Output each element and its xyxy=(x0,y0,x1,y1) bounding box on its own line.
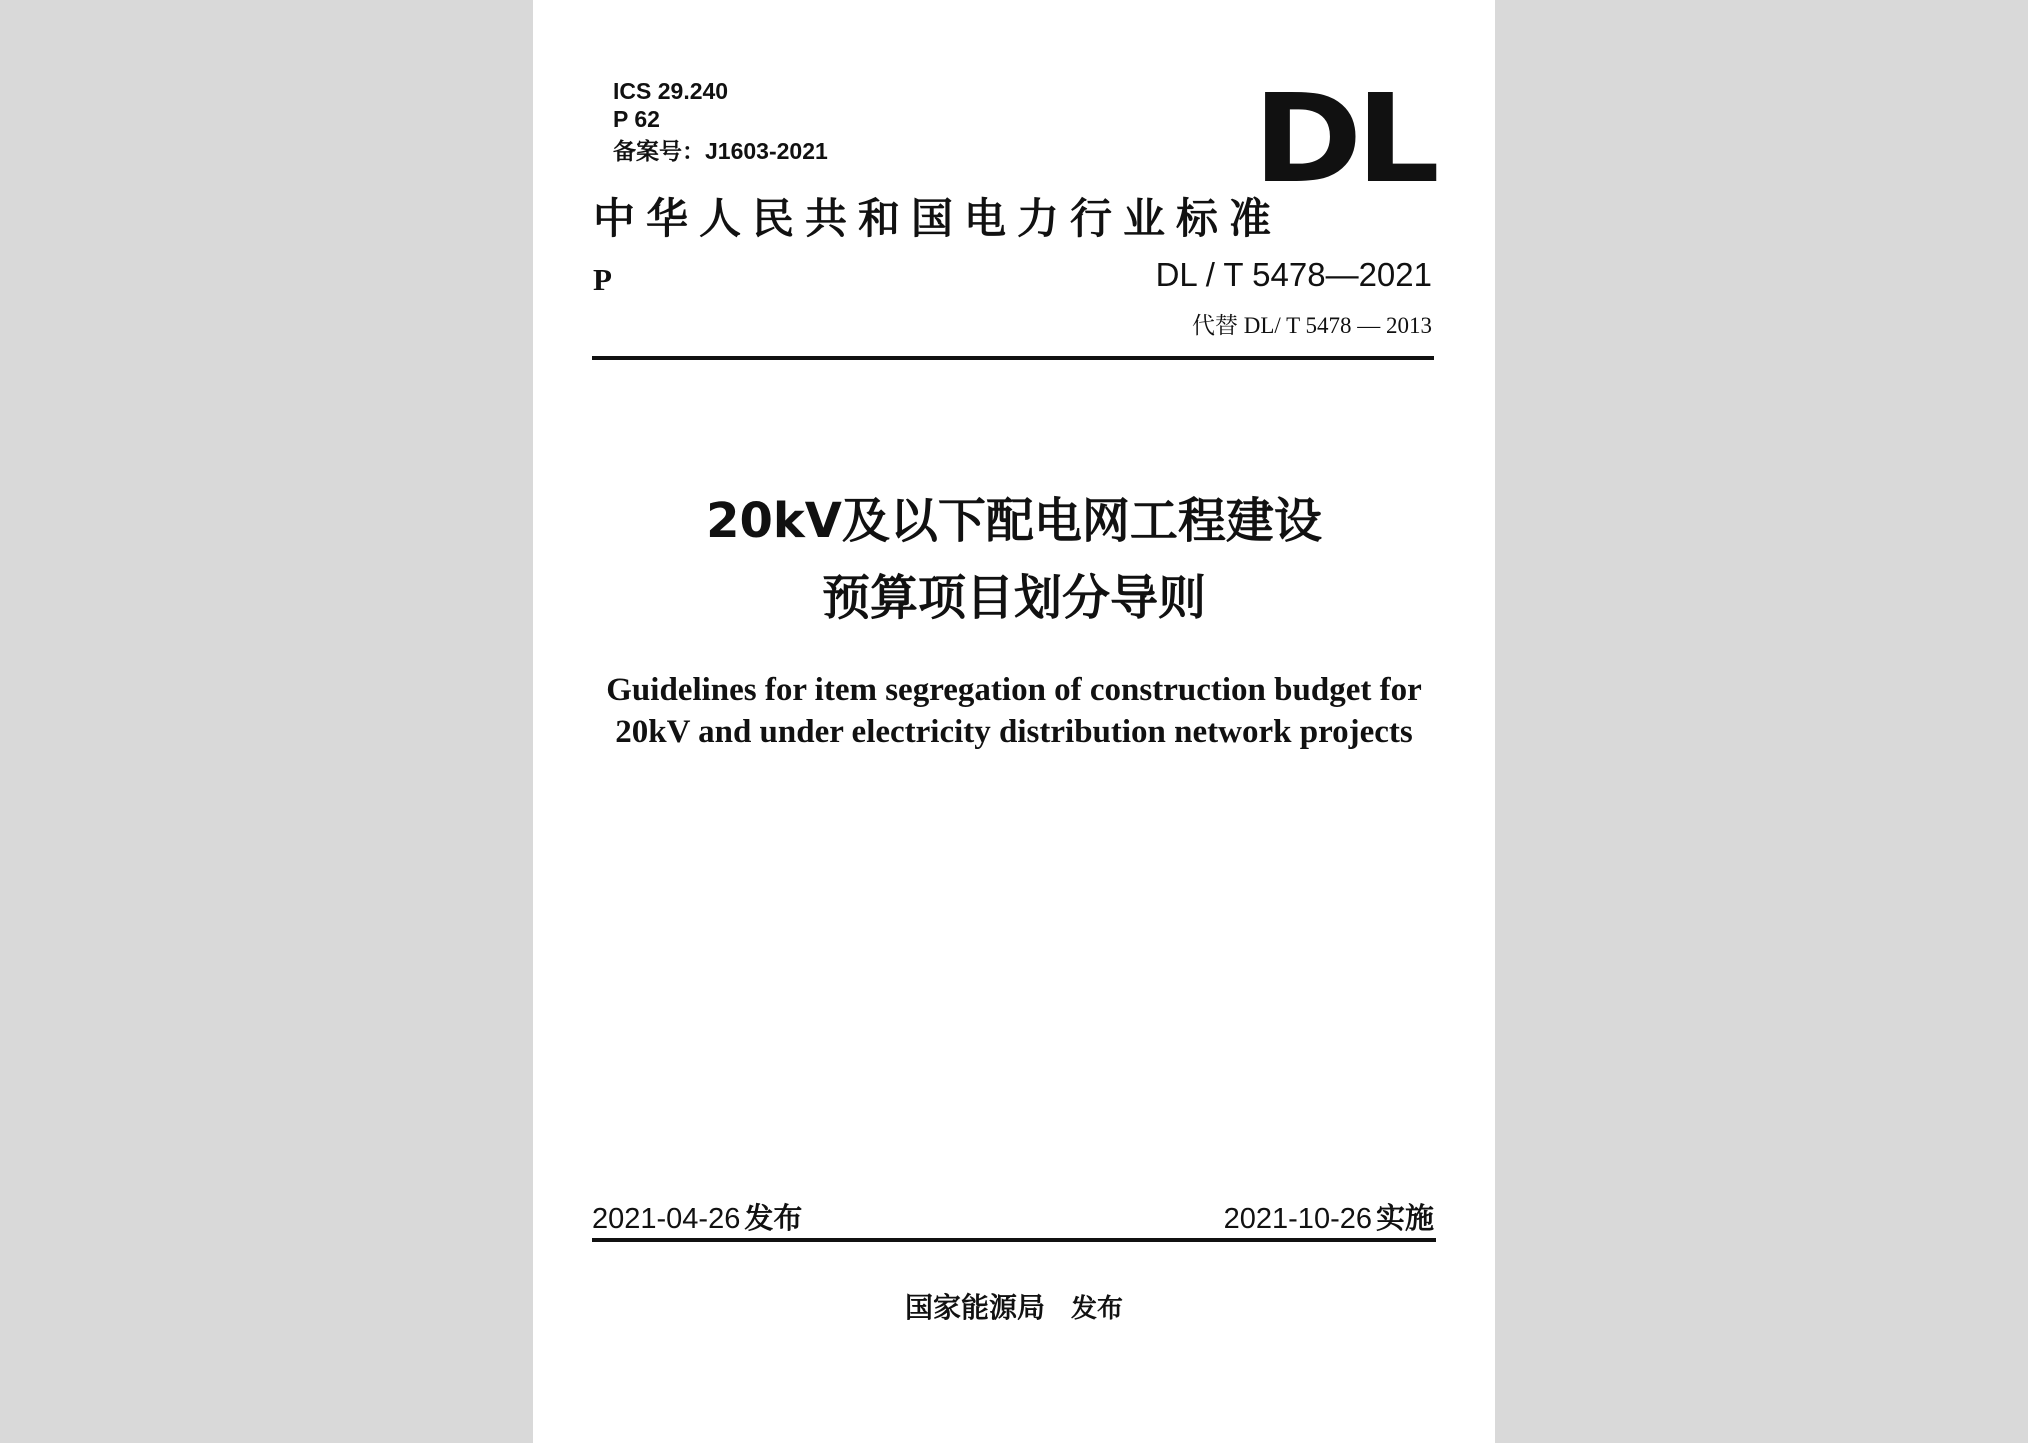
replaces-note: 代替 DL/ T 5478 — 2013 xyxy=(1191,313,1432,338)
document-page xyxy=(533,0,1495,1443)
issue-date-block xyxy=(592,1196,802,1237)
effective-date: 2021-10-26 xyxy=(1223,1203,1372,1235)
ccs-code: P 62 xyxy=(613,106,660,132)
publisher-name: 国家能源局 xyxy=(904,1291,1045,1324)
category-code: P xyxy=(593,262,612,297)
standard-type-heading: 中华人民共和国电力行业标准 xyxy=(593,194,1283,243)
dl-logo: DL xyxy=(1253,68,1434,210)
bottom-divider xyxy=(592,1238,1436,1242)
ics-code: ICS 29.240 xyxy=(613,78,729,104)
publisher-action: 发布 xyxy=(1071,1294,1124,1324)
filing-number: 备案号：J1603-2021 xyxy=(613,138,828,164)
standard-code: DL / T 5478—2021 xyxy=(1155,256,1432,293)
publisher-line xyxy=(533,1286,1495,1326)
title-cn-line1: 20kV及以下配电网工程建设 xyxy=(706,493,1322,549)
issue-date: 2021-04-26 xyxy=(592,1203,741,1235)
title-en-line2: 20kV and under electricity distribution network projects xyxy=(615,714,1413,750)
top-divider xyxy=(592,356,1434,360)
effective-date-block xyxy=(1224,1196,1434,1237)
title-en-line1: Guidelines for item segregation of construction budget for xyxy=(606,672,1422,708)
effective-label: 实施 xyxy=(1375,1201,1434,1235)
issue-label: 发布 xyxy=(744,1201,803,1235)
title-cn-line2: 预算项目划分导则 xyxy=(821,570,1206,626)
